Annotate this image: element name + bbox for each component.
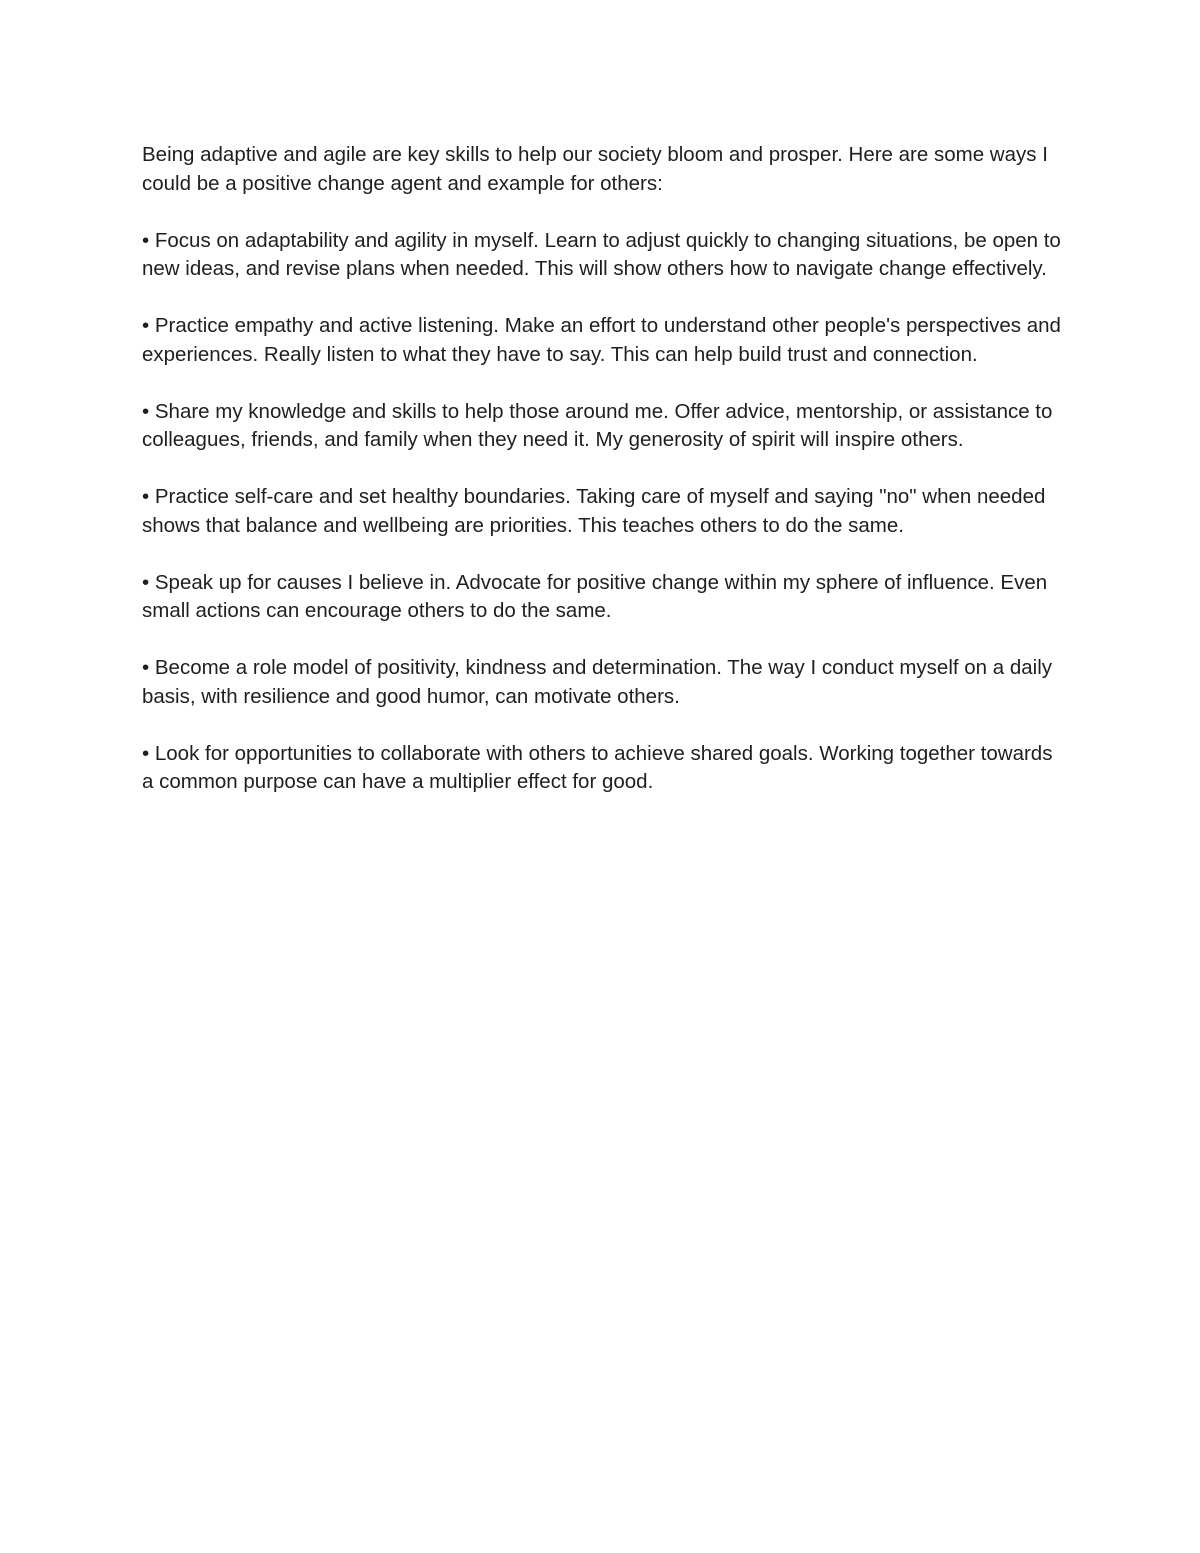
bullet-item: • Share my knowledge and skills to help those around me. Offer advice, mentorship, or assistance to colleagues, friends, and family when they need it. My generosity of spirit will inspire others. xyxy=(142,399,1053,451)
bullet-item: • Become a role model of positivity, kindness and determination. The way I conduct myself on a daily basis, with resilience and good humor, can motivate others. xyxy=(142,656,1053,708)
intro-paragraph: Being adaptive and agile are key skills to help our society bloom and prosper. Here are some ways I could be a positive change agent and example for others: xyxy=(142,143,1048,195)
bullet-item: • Focus on adaptability and agility in myself. Learn to adjust quickly to changing situations, be open to new ideas, and revise plans when needed. This will show others how to navigate change effectively. xyxy=(142,228,1061,280)
bullet-item: • Speak up for causes I believe in. Advocate for positive change within my sphere of influence. Even small actions can encourage others to do the same. xyxy=(142,570,1048,622)
document-body xyxy=(142,141,1062,797)
bullet-item: • Look for opportunities to collaborate with others to achieve shared goals. Working together towards a common purpose can have a multiplier effect for good. xyxy=(142,741,1053,793)
bullet-item: • Practice self-care and set healthy boundaries. Taking care of myself and saying "no" when needed shows that balance and wellbeing are priorities. This teaches others to do the same. xyxy=(142,485,1046,537)
bullet-list xyxy=(142,227,1062,797)
bullet-item: • Practice empathy and active listening. Make an effort to understand other people's perspectives and experiences. Really listen to what they have to say. This can help build trust and connection. xyxy=(142,314,1061,366)
